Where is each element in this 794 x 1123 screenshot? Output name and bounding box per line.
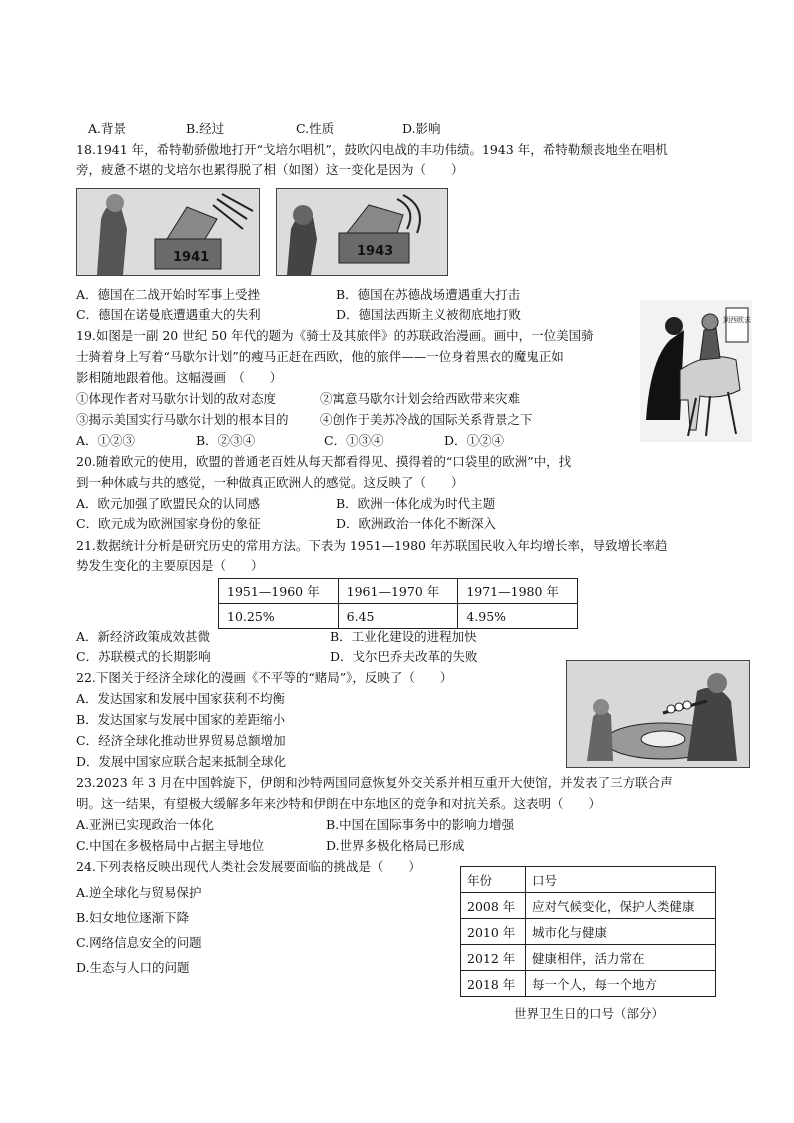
q24-table-year: 2008 年 [461, 893, 526, 919]
q24-option-a: A.逆全球化与贸易保护 [76, 885, 202, 900]
q21-table-header: 1961—1970 年 [338, 579, 458, 604]
q21-table [218, 578, 578, 629]
q23-stem-line1: 23.2023 年 3 月在中国斡旋下，伊朗和沙特两国同意恢复外交关系并相互重开大使馆，并发表了三方联合声 [76, 775, 673, 790]
q24-table-slogan: 每一个人，每一个地方 [526, 971, 716, 997]
q19-item-1: ①体现作者对马歇尔计划的敌对态度 [76, 391, 277, 406]
q17-option-d: D.影响 [402, 121, 441, 136]
q21-table-header-row [219, 579, 578, 604]
q19-option-d: D．①②④ [444, 433, 505, 448]
q18-year-1943: 1943 [357, 244, 394, 259]
q24-option-d: D.生态与人口的问题 [76, 960, 190, 975]
q19-option-b: B．②③④ [196, 433, 256, 448]
q19-option-a: A．①②③ [76, 433, 136, 448]
q21-option-c: C．苏联模式的长期影响 [76, 649, 211, 664]
table-row [461, 893, 716, 919]
q17-option-c: C.性质 [296, 121, 335, 136]
q20-option-c: C．欧元成为欧洲国家身份的象征 [76, 516, 261, 531]
q21-option-d: D．戈尔巴乔夫改革的失败 [330, 649, 478, 664]
q22-option-a: A．发达国家和发展中国家获利不均衡 [76, 691, 286, 706]
q22-cartoon-gamble [566, 660, 750, 768]
q19-item-4: ④创作于美苏冷战的国际关系背景之下 [320, 412, 533, 427]
q18-cartoon-1943 [276, 188, 448, 276]
q24-table-header-slogan: 口号 [526, 867, 716, 893]
q24-stem: 24.下列表格反映出现代人类社会发展要面临的挑战是（ ） [76, 859, 421, 874]
q17-option-a: A.背景 [88, 121, 127, 136]
q18-option-a: A．德国在二战开始时军事上受挫 [76, 287, 261, 302]
q19-stem-line1: 19.如图是一副 20 世纪 50 年代的题为《骑士及其旅伴》的苏联政治漫画。画中，一位美国骑 [76, 328, 594, 343]
q23-option-b: B.中国在国际事务中的影响力增强 [326, 817, 515, 832]
q19-sign-text: 到西欧去 [723, 316, 751, 324]
q24-table-slogan: 城市化与健康 [526, 919, 716, 945]
q18-year-1941: 1941 [173, 250, 210, 265]
q18-stem-line1: 18.1941 年，希特勒骄傲地打开“戈培尔唱机”，鼓吹闪电战的丰功伟绩。1943 年，希特勒颓丧地坐在唱机 [76, 142, 668, 157]
q20-option-b: B．欧洲一体化成为时代主题 [336, 496, 496, 511]
q20-stem-line1: 20.随着欧元的使用，欧盟的普通老百姓从每天都看得见、摸得着的“口袋里的欧洲”中，找 [76, 454, 572, 469]
q21-table-header: 1971—1980 年 [458, 579, 578, 604]
q21-option-b: B．工业化建设的进程加快 [330, 629, 477, 644]
q19-stem-line3: 影相随地跟着他。这幅漫画 （ ） [76, 370, 283, 385]
q21-table-value: 4.95% [458, 604, 578, 629]
q21-option-a: A．新经济政策成效甚微 [76, 629, 211, 644]
q21-table-value: 6.45 [338, 604, 458, 629]
q21-stem-line1: 21.数据统计分析是研究历史的常用方法。下表为 1951—1980 年苏联国民收入年均增长率，导致增长率趋 [76, 538, 668, 553]
q20-option-d: D．欧洲政治一体化不断深入 [336, 516, 497, 531]
q24-table-year: 2012 年 [461, 945, 526, 971]
q24-table [460, 866, 716, 997]
q19-option-c: C．①③④ [324, 433, 384, 448]
q21-table-header: 1951—1960 年 [219, 579, 339, 604]
q24-table-header-year: 年份 [461, 867, 526, 893]
q22-option-b: B．发达国家与发展中国家的差距缩小 [76, 712, 286, 727]
table-row [461, 945, 716, 971]
q23-stem-line2: 明。这一结果，有望极大缓解多年来沙特和伊朗在中东地区的竞争和对抗关系。这表明（ ） [76, 796, 602, 811]
q24-table-year: 2010 年 [461, 919, 526, 945]
q22-stem: 22.下图关于经济全球化的漫画《不平等的“赌局”》，反映了（ ） [76, 670, 453, 685]
table-row [461, 971, 716, 997]
q22-option-d: D．发展中国家应联合起来抵制全球化 [76, 754, 287, 769]
q22-option-c: C．经济全球化推动世界贸易总额增加 [76, 733, 286, 748]
q18-option-c: C．德国在诺曼底遭遇重大的失利 [76, 307, 261, 322]
q24-table-caption: 世界卫生日的口号（部分） [514, 1006, 665, 1021]
q17-option-b: B.经过 [186, 121, 225, 136]
q24-table-header-row [461, 867, 716, 893]
q18-cartoon-1941 [76, 188, 260, 276]
q19-cartoon-knight [640, 300, 752, 442]
q19-stem-line2: 士骑着身上写着“马歇尔计划”的瘦马正赶在西欧，他的旅伴——一位身着黑衣的魔鬼正如 [76, 349, 564, 364]
q23-option-d: D.世界多极化格局已形成 [326, 838, 465, 853]
q24-table-slogan: 健康相伴，活力常在 [526, 945, 716, 971]
q21-table-value-row [219, 604, 578, 629]
q23-option-c: C.中国在多极格局中占据主导地位 [76, 838, 265, 853]
q19-item-2: ②寓意马歇尔计划会给西欧带来灾难 [320, 391, 521, 406]
q23-option-a: A.亚洲已实现政治一体化 [76, 817, 215, 832]
q21-stem-line2: 势发生变化的主要原因是（ ） [76, 558, 264, 573]
q24-table-slogan: 应对气候变化，保护人类健康 [526, 893, 716, 919]
q18-option-b: B．德国在苏德战场遭遇重大打击 [336, 287, 521, 302]
q20-option-a: A．欧元加强了欧盟民众的认同感 [76, 496, 261, 511]
table-row [461, 919, 716, 945]
q24-table-year: 2018 年 [461, 971, 526, 997]
q18-stem-line2: 旁，疲惫不堪的戈培尔也累得脱了相（如图）这一变化是因为（ ） [76, 162, 464, 177]
q19-item-3: ③揭示美国实行马歇尔计划的根本目的 [76, 412, 289, 427]
q20-stem-line2: 到一种休戚与共的感觉，一种做真正欧洲人的感觉。这反映了（ ） [76, 475, 464, 490]
q21-table-value: 10.25% [219, 604, 339, 629]
q24-option-c: C.网络信息安全的问题 [76, 935, 202, 950]
q18-option-d: D．德国法西斯主义被彻底地打败 [336, 307, 522, 322]
q24-option-b: B.妇女地位逐渐下降 [76, 910, 190, 925]
